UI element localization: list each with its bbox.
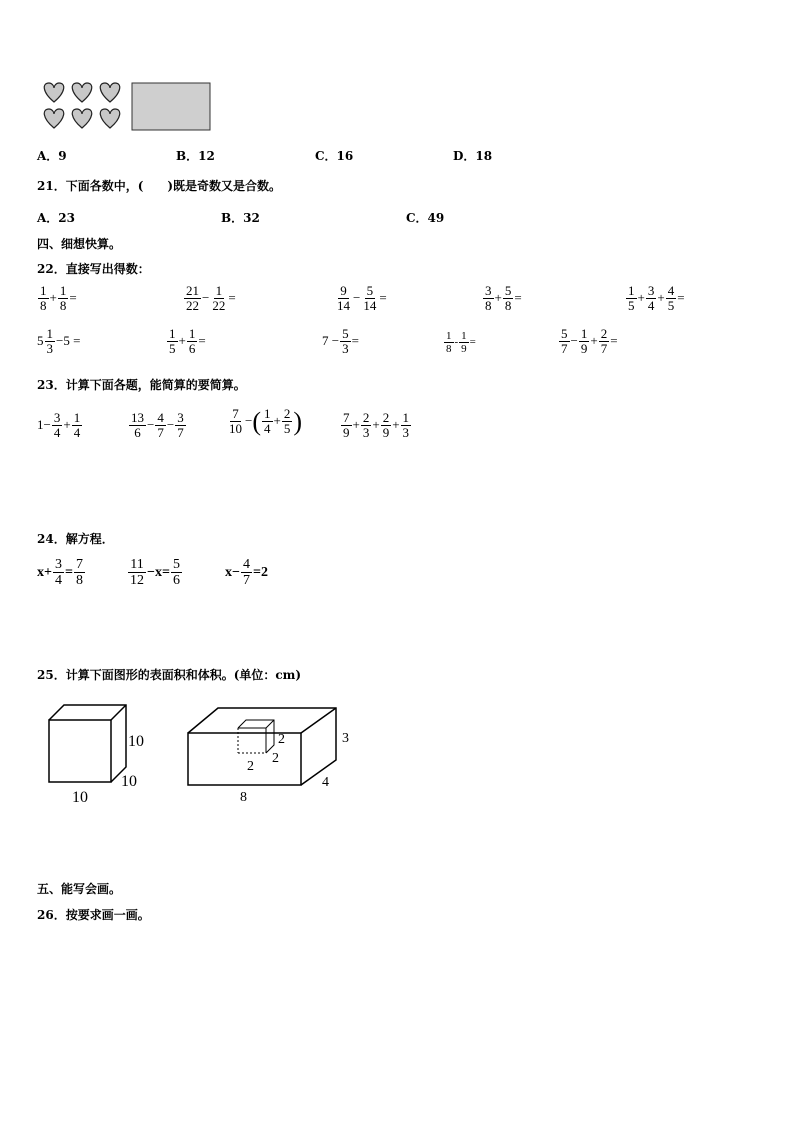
q22-item-3: $\frac{9}{14}$ − $\frac{5}{14}$ = xyxy=(337,283,387,314)
q21-option-c[interactable]: C．49 xyxy=(406,211,445,225)
small-cube xyxy=(238,720,274,753)
cuboid-label-width: 4 xyxy=(322,775,329,790)
q22-item-7: $\frac{1}{5}$ + $\frac{1}{6}$ = xyxy=(169,326,206,357)
right-paren: ) xyxy=(293,406,303,436)
q20-option-d[interactable]: D．18 xyxy=(453,149,493,163)
heart-icon xyxy=(100,109,119,128)
heart-icon xyxy=(44,109,63,128)
q20-option-c[interactable]: C．16 xyxy=(315,149,354,163)
q25-figures xyxy=(44,700,364,808)
q23-expr-1: 1− $\frac{3}{4}$ + $\frac{1}{4}$ xyxy=(37,410,81,441)
small-cube-label-length: 2 xyxy=(247,759,254,774)
q22-item-6: 5 $\frac{1}{3}$ −5 = xyxy=(37,326,81,357)
gray-rectangle xyxy=(132,83,210,130)
q22-item-9: $\frac{1}{8}$ - $\frac{1}{9}$ = xyxy=(446,330,476,356)
q23-stem: 23．计算下面各题，能简算的要简算。 xyxy=(37,378,246,392)
q25-stem: 25．计算下面图形的表面积和体积。(单位：cm) xyxy=(37,668,302,682)
small-cube-label-width: 2 xyxy=(272,751,279,766)
cube-label-width: 10 xyxy=(72,789,88,806)
q24-stem: 24．解方程． xyxy=(37,532,114,546)
cube-label-height: 10 xyxy=(128,733,144,750)
q24-equation-1: x+ $\frac{3}{4}$ = $\frac{7}{8}$ xyxy=(37,557,83,589)
q20-figure xyxy=(40,80,215,134)
q26-stem: 26．按要求画一画。 xyxy=(37,908,150,922)
section-4-heading: 四、细想快算。 xyxy=(37,237,122,251)
cuboid-label-length: 8 xyxy=(240,790,247,805)
q22-item-1: $\frac{1}{8}$ + $\frac{1}{8}$ = xyxy=(40,283,77,314)
q22-item-5: $\frac{1}{5}$ + $\frac{3}{4}$ + $\frac{4}{5}$ = xyxy=(628,283,685,314)
q23-expr-2: $\frac{13}{6}$ − $\frac{4}{7}$ − $\frac{3}{7}$ xyxy=(131,410,184,441)
q24-equation-3: x− $\frac{4}{7}$ =2 xyxy=(225,557,268,589)
cube-label-depth: 10 xyxy=(121,773,137,790)
q21-option-a[interactable]: A．23 xyxy=(37,211,76,225)
q24-equation-2: $\frac{11}{12}$ −x= $\frac{5}{6}$ xyxy=(130,557,180,589)
q20-option-b[interactable]: B．12 xyxy=(176,149,215,163)
q23-expr-3: $\frac{7}{10}$ −( $\frac{1}{4}$ + $\frac{2}{5}$ ) xyxy=(229,406,303,437)
q21-stem: 21．下面各数中，( )既是奇数又是合数。 xyxy=(37,179,282,193)
hearts-group xyxy=(44,83,119,128)
heart-icon xyxy=(72,109,91,128)
q22-stem: 22．直接写出得数： xyxy=(37,262,150,276)
heart-icon xyxy=(100,83,119,102)
q21-option-b[interactable]: B．32 xyxy=(221,211,260,225)
q22-item-4: $\frac{3}{8}$ + $\frac{5}{8}$ = xyxy=(485,283,522,314)
small-cube-label-height: 2 xyxy=(278,732,285,747)
heart-icon xyxy=(44,83,63,102)
heart-icon xyxy=(72,83,91,102)
cube-figure xyxy=(49,705,126,782)
q22-item-8: 7 − $\frac{5}{3}$ = xyxy=(322,326,359,357)
q23-expr-4: $\frac{7}{9}$ + $\frac{2}{3}$ + $\frac{2}{9}$ + $\frac{1}{3}$ xyxy=(343,410,410,441)
left-paren: ( xyxy=(252,406,262,436)
section-5-heading: 五、能写会画。 xyxy=(37,882,122,896)
q20-option-a[interactable]: A．9 xyxy=(37,149,67,163)
q22-item-2: $\frac{21}{22}$ − $\frac{1}{22}$ = xyxy=(186,283,236,314)
cuboid-label-height: 3 xyxy=(342,731,349,746)
q22-item-10: $\frac{5}{7}$ − $\frac{1}{9}$ + $\frac{2}{7}$ = xyxy=(561,326,618,357)
